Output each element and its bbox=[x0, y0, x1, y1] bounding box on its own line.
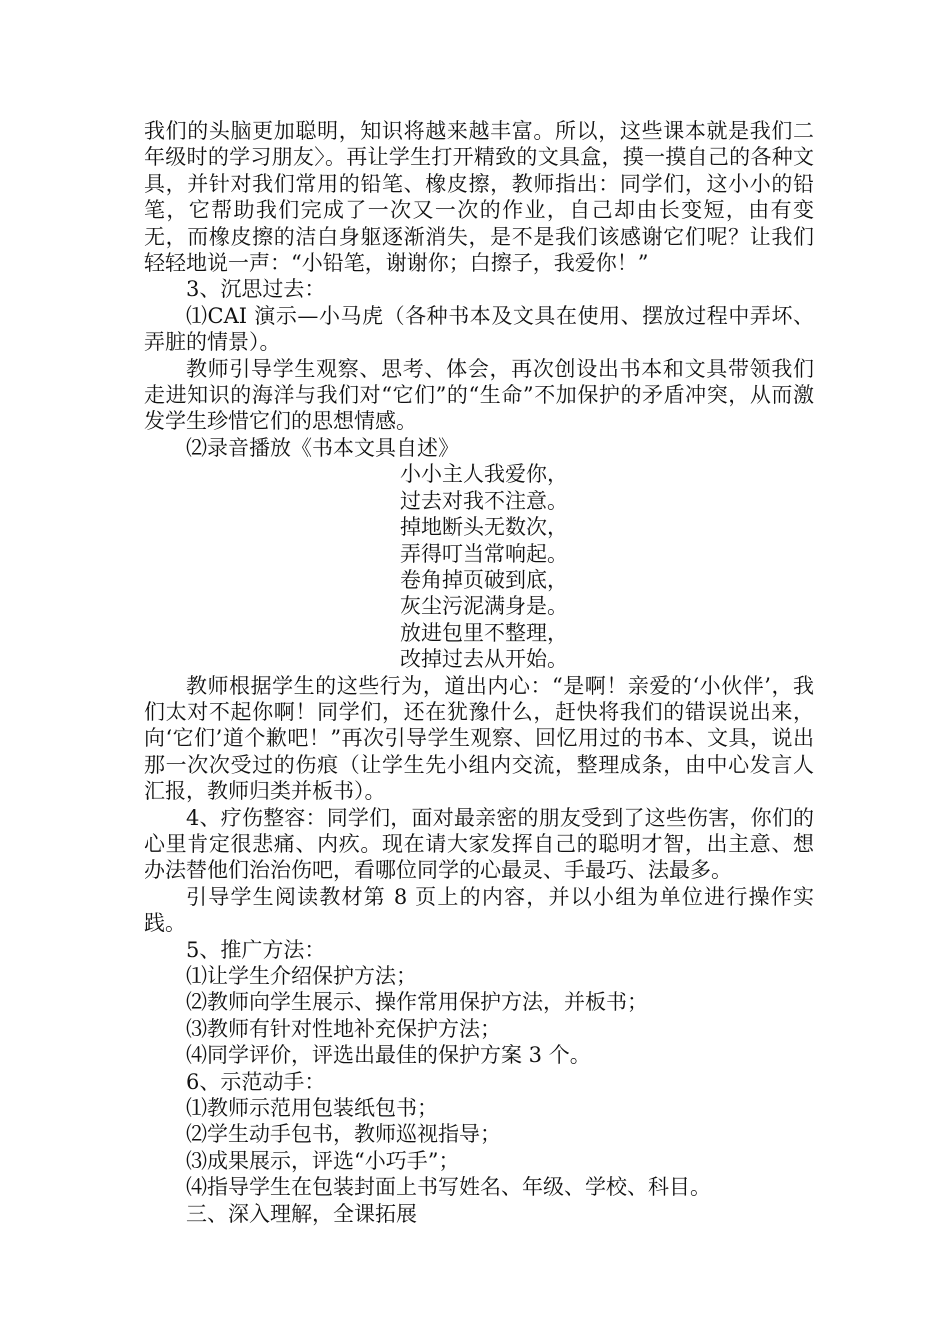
document-page bbox=[144, 118, 814, 1227]
list-item: ⑶成果展示，评选“小巧手”； bbox=[186, 1148, 460, 1173]
list-item: ⑵教师向学生展示、操作常用保护方法，并板书； bbox=[186, 990, 648, 1015]
poem-line: 卷角掉页破到底， bbox=[400, 567, 568, 592]
poem-line: 弄得叮当常响起。 bbox=[400, 541, 568, 566]
poem-line: 小小主人我爱你， bbox=[400, 462, 568, 487]
poem-line: 掉地断头无数次， bbox=[400, 515, 568, 540]
section-heading: 6、示范动手： bbox=[186, 1069, 326, 1094]
list-item: ⑴CAI 演示—小马虎（各种书本及文具在使用、摆放过程中弄坏、弄脏的情景）。 bbox=[144, 303, 814, 355]
list-item: ⑷指导学生在包装封面上书写姓名、年级、学校、科目。 bbox=[186, 1175, 711, 1200]
list-item: ⑶教师有针对性地补充保护方法； bbox=[186, 1016, 501, 1041]
body-paragraph: 我们的头脑更加聪明，知识将越来越丰富。所以，这些课本就是我们二年级时的学习朋友〉。再让学生打开精致的文具盒，摸一摸自己的各种文具，并针对我们常用的铅笔、橡皮擦，教师指出：同学们，这小小的铅笔，它帮助我们完成了一次又一次的作业，自己却由长变短，由有变无，而橡皮擦的洁白身躯逐渐消失，是不是我们该感谢它们呢？让我们轻轻地说一声：“小铅笔，谢谢你；白擦子，我爱你！” bbox=[144, 119, 814, 276]
section-heading: 三、深入理解，全课拓展 bbox=[186, 1201, 417, 1226]
poem-block bbox=[144, 461, 814, 672]
body-paragraph: 教师根据学生的这些行为，道出内心：“是啊！亲爱的‘小伙伴’，我们太对不起你啊！同学们，还在犹豫什么，赶快将我们的错误说出来，向‘它们’道个歉吧！”再次引导学生观察、回忆用过的书本、文具，说出那一次次受过的伤痕（让学生先小组内交流，整理成条，由中心发言人汇报，教师归类并板书）。 bbox=[144, 673, 814, 804]
section-heading: 5、推广方法： bbox=[186, 937, 326, 962]
list-item: ⑴教师示范用包装纸包书； bbox=[186, 1096, 438, 1121]
section-heading: 3、沉思过去： bbox=[186, 277, 326, 302]
body-paragraph: 引导学生阅读教材第 8 页上的内容，并以小组为单位进行操作实践。 bbox=[144, 884, 814, 936]
body-paragraph: 教师引导学生观察、思考、体会，再次创设出书本和文具带领我们走进知识的海洋与我们对“它们”的“生命”不加保护的矛盾冲突，从而激发学生珍惜它们的思想情感。 bbox=[144, 356, 814, 434]
list-item: ⑴让学生介绍保护方法； bbox=[186, 964, 417, 988]
poem-line: 灰尘污泥满身是。 bbox=[400, 594, 568, 619]
poem-line: 改掉过去从开始。 bbox=[400, 647, 568, 672]
list-item: ⑵学生动手包书，教师巡视指导； bbox=[186, 1122, 501, 1147]
list-item: ⑵录音播放《书本文具自述》 bbox=[186, 435, 459, 460]
section-heading: 4、疗伤整容：同学们，面对最亲密的朋友受到了这些伤害，你们的心里肯定很悲痛、内疚。现在请大家发挥自己的聪明才智，出主意、想办法替他们治治伤吧，看哪位同学的心最灵、手最巧、法最多。 bbox=[144, 805, 814, 883]
poem-line: 过去对我不注意。 bbox=[400, 488, 568, 513]
list-item: ⑷同学评价，评选出最佳的保护方案 3 个。 bbox=[186, 1043, 591, 1068]
poem-line: 放进包里不整理， bbox=[400, 620, 568, 645]
